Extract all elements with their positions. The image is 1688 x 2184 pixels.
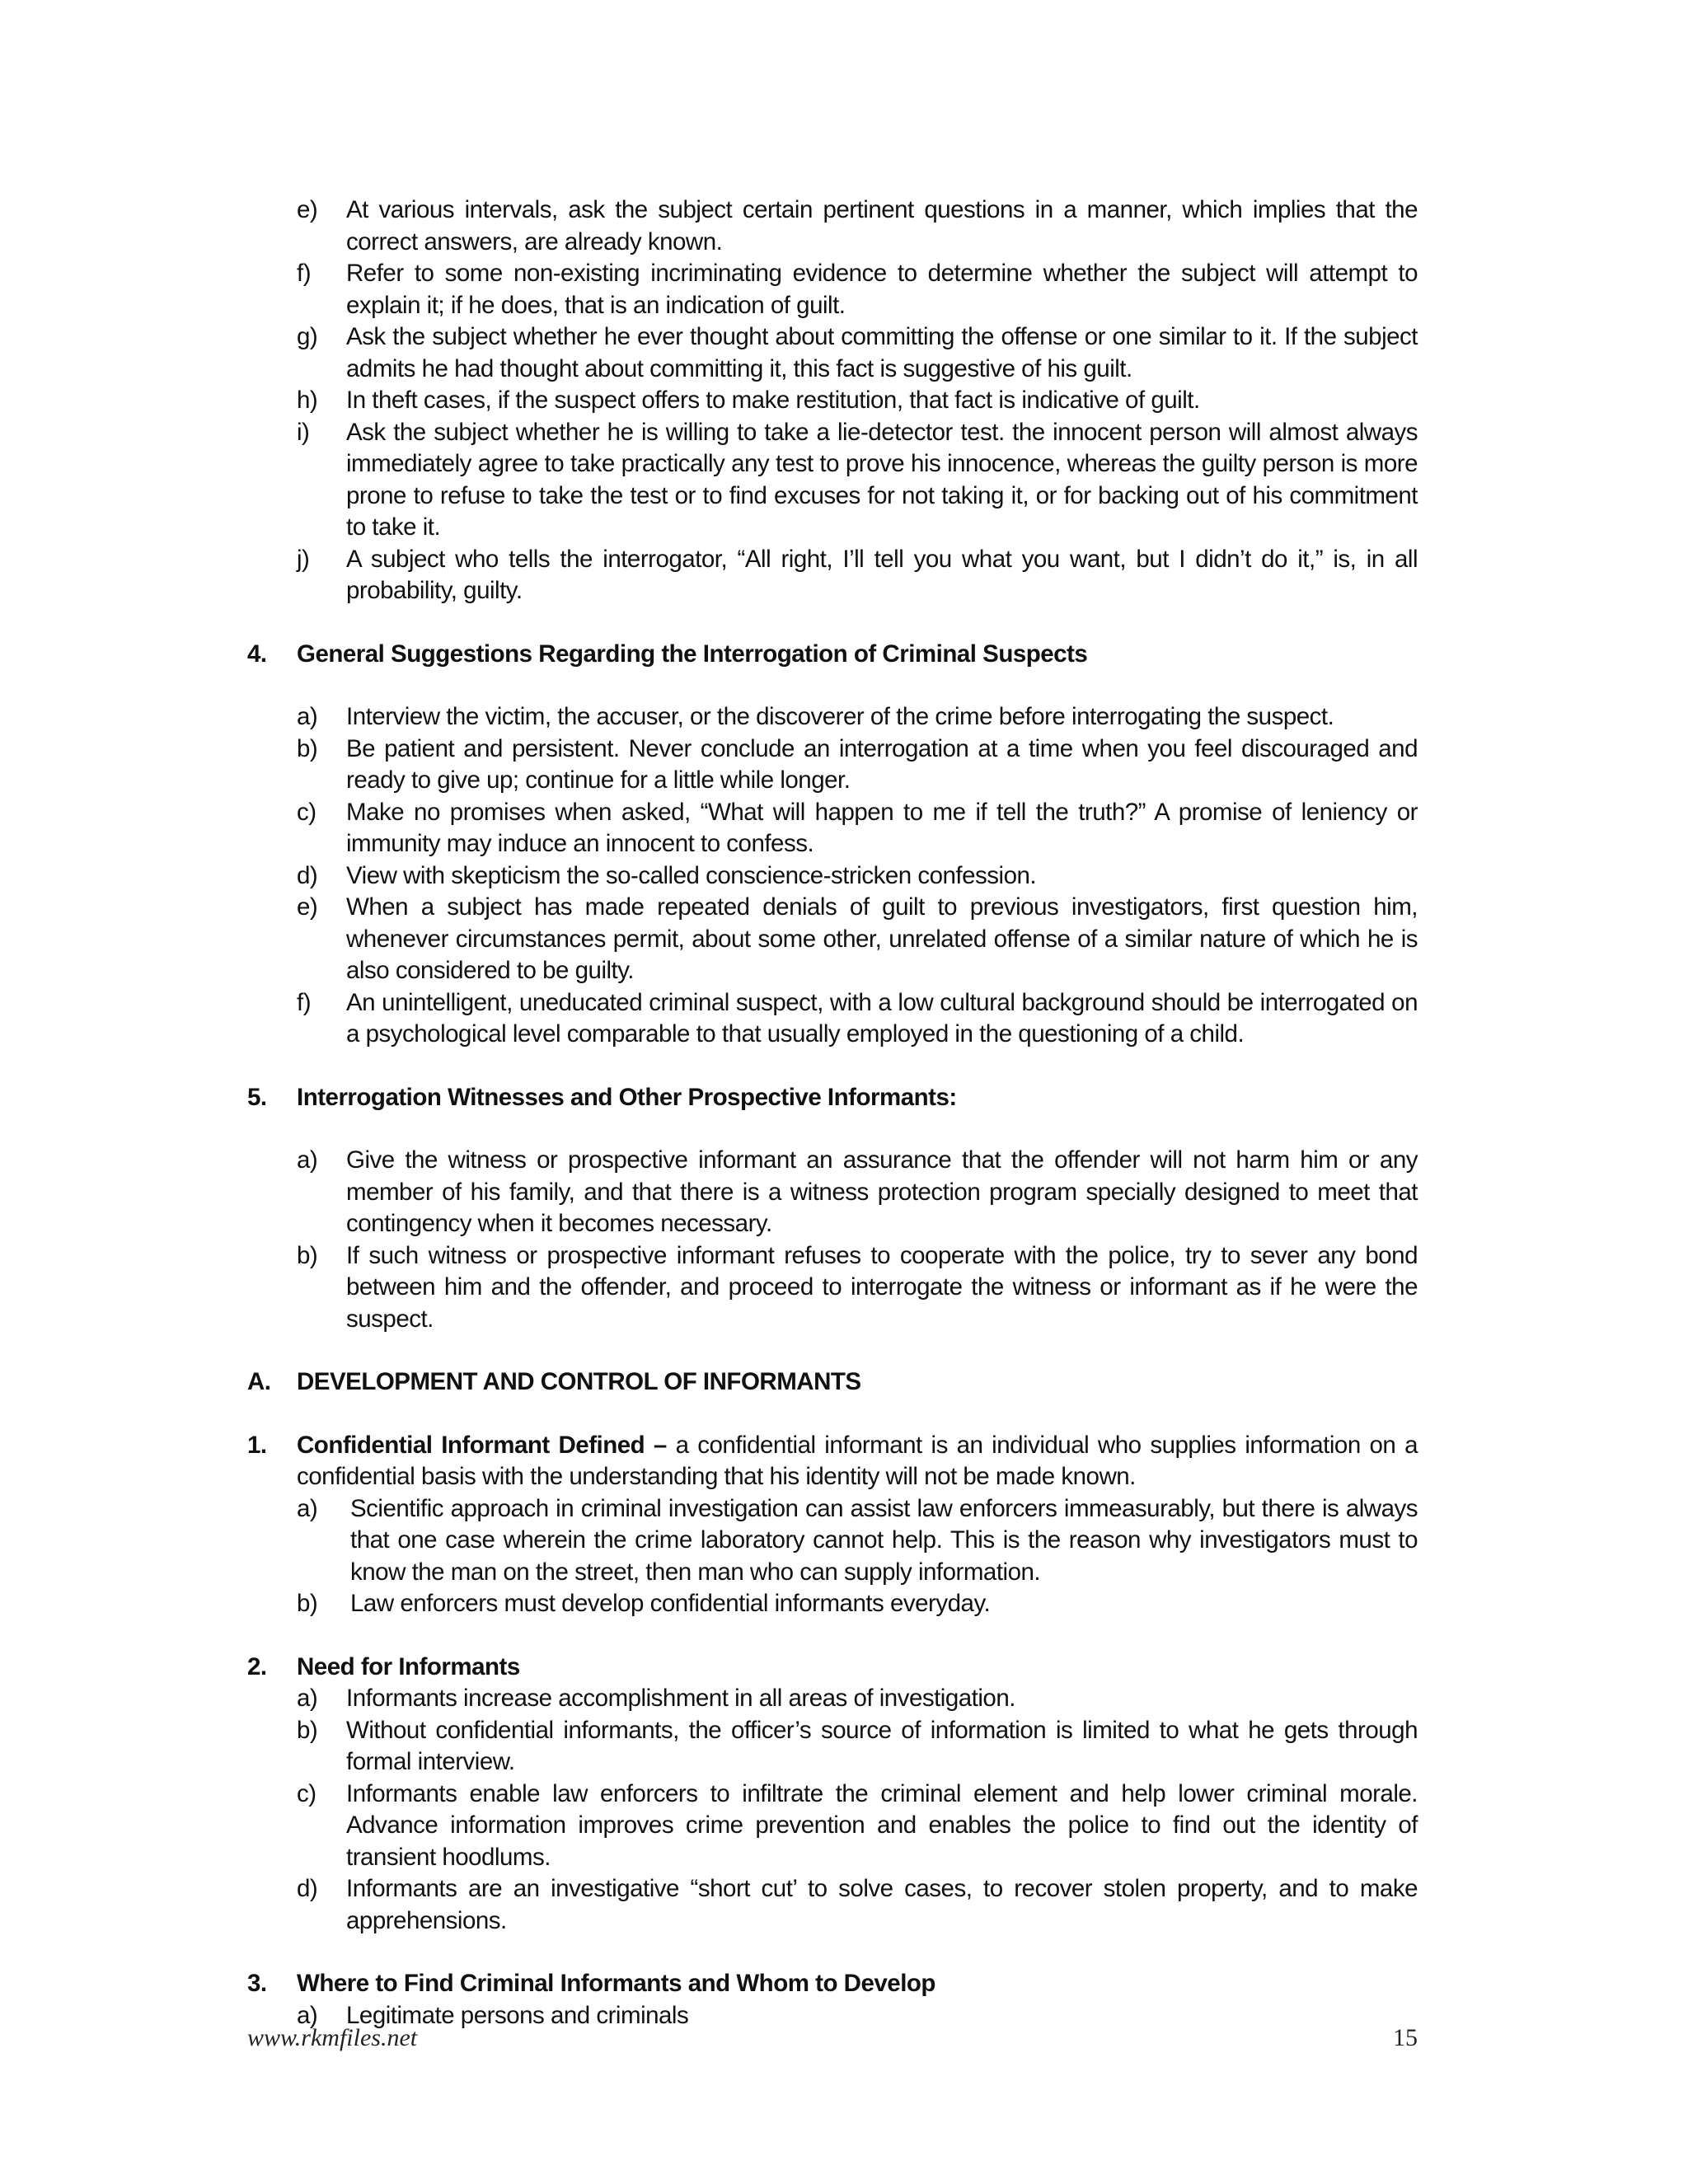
list-marker: b)	[297, 1590, 318, 1617]
subsection-2-list	[247, 1683, 1418, 1937]
list-text: In theft cases, if the suspect offers to make restitution, that fact is indicative of guilt.	[346, 387, 1200, 414]
subsection-title: Need for Informants	[297, 1652, 520, 1680]
list-marker: b)	[297, 1716, 318, 1744]
list-text: Give the witness or prospective informant an assurance that the offender will not harm him or any member of his family, and that there is a witness protection program specially designed to meet that contingency when it becomes necessary.	[346, 1146, 1418, 1237]
list-item	[297, 1715, 1418, 1779]
subsection-heading	[247, 1652, 1418, 1684]
list-text: Interview the victim, the accuser, or the discoverer of the crime before interrogating the suspect.	[346, 703, 1334, 730]
list-item	[297, 258, 1418, 321]
list-text: Law enforcers must develop confidential informants everyday.	[350, 1590, 991, 1617]
subsection-number: 2.	[247, 1652, 267, 1680]
section-title: General Suggestions Regarding the Interrogation of Criminal Suspects	[297, 640, 1088, 668]
section-number: 5.	[247, 1083, 267, 1111]
list-item	[297, 1873, 1418, 1937]
list-item	[297, 1779, 1418, 1874]
list-item	[297, 1240, 1418, 1336]
list-text: An unintelligent, uneducated criminal suspect, with a low cultural background should be interrogated on a psychological level comparable to that usually employed in the questioning of a child.	[346, 988, 1418, 1047]
page-content	[247, 194, 1418, 2032]
list-item	[297, 2000, 1418, 2032]
subsection-number: 3.	[247, 1970, 267, 1997]
definition-body: a confidential informant is an individual who supplies information on a confidential basis with the understanding that his identity will not be made known.	[297, 1431, 1418, 1490]
subsection-title: Where to Find Criminal Informants and Whom to Develop	[297, 1970, 935, 1997]
section-heading	[247, 1082, 1418, 1114]
list-marker: d)	[297, 861, 318, 889]
list-marker: h)	[297, 387, 318, 414]
list-marker: f)	[297, 260, 312, 287]
list-text: A subject who tells the interrogator, “All right, I’ll tell you what you want, but I didn’t do it,” is, in all probability, guilty.	[346, 545, 1418, 604]
list-marker: b)	[297, 734, 318, 762]
list-text: When a subject has made repeated denials of guilt to previous investigators, first question him, whenever circumstances permit, about some other, unrelated offense of a similar nature of which he is also considered to be guilty.	[346, 893, 1418, 984]
definition-term: Confidential Informant Defined –	[297, 1431, 667, 1459]
list-marker: c)	[297, 798, 316, 826]
list-item	[297, 194, 1418, 258]
list-marker: i)	[297, 418, 310, 446]
section-5-list	[247, 1145, 1418, 1335]
list-text: Make no promises when asked, “What will happen to me if tell the truth?” A promise of leniency or immunity may induce an innocent to confess.	[346, 798, 1418, 857]
list-item	[297, 1683, 1418, 1715]
list-text: Be patient and persistent. Never conclude an interrogation at a time when you feel discouraged and ready to give up; continue for a little while longer.	[346, 734, 1418, 794]
subsection-number: 1.	[247, 1431, 267, 1459]
section-heading	[247, 1366, 1418, 1399]
list-item	[297, 987, 1418, 1051]
list-text: View with skepticism the so-called conscience-stricken confession.	[346, 861, 1037, 889]
list-marker: j)	[297, 545, 310, 573]
list-item	[297, 701, 1418, 733]
section-number: 4.	[247, 640, 267, 668]
footer-website: www.rkmfiles.net	[247, 2024, 418, 2051]
list-item	[297, 1145, 1418, 1240]
subsection-3-list	[247, 2000, 1418, 2032]
section-number: A.	[247, 1368, 271, 1395]
list-top	[247, 194, 1418, 607]
list-item	[297, 860, 1418, 893]
subsection-heading	[247, 1430, 1418, 1493]
list-marker: g)	[297, 323, 318, 350]
subsection-1-list	[247, 1493, 1418, 1620]
list-text: If such witness or prospective informant refuses to cooperate with the police, try to sever any bond between him and the offender, and proceed to interrogate the witness or informant as if he were the suspect.	[346, 1241, 1418, 1333]
subsection-heading	[247, 1968, 1418, 2000]
list-text: Without confidential informants, the officer’s source of information is limited to what he gets through formal interview.	[346, 1716, 1418, 1775]
list-marker: e)	[297, 893, 318, 921]
list-marker: a)	[297, 1146, 318, 1174]
list-marker: a)	[297, 1685, 318, 1712]
section-4-list	[247, 701, 1418, 1051]
list-text: Refer to some non-existing incriminating evidence to determine whether the subject will attempt to explain it; if he does, that is an indication of guilt.	[346, 260, 1418, 319]
list-text: Ask the subject whether he is willing to take a lie-detector test. the innocent person will almost always immediately agree to take practically any test to prove his innocence, whereas the guilty person is more prone to refuse to take the test or to find excuses for not taking it, or for backing out of his commitment to take it.	[346, 418, 1418, 541]
list-marker: f)	[297, 988, 312, 1016]
list-text: Legitimate persons and criminals	[346, 2001, 689, 2029]
section-title: DEVELOPMENT AND CONTROL OF INFORMANTS	[297, 1368, 861, 1395]
list-text: Informants increase accomplishment in all areas of investigation.	[346, 1685, 1015, 1712]
subsection-definition	[297, 1430, 1418, 1493]
list-text: Scientific approach in criminal investigation can assist law enforcers immeasurably, but there is always that one case wherein the crime laboratory cannot help. This is the reason why investigators must to know the man on the street, then man who can supply information.	[350, 1494, 1418, 1586]
list-item	[297, 544, 1418, 607]
list-marker: b)	[297, 1241, 318, 1269]
list-marker: a)	[297, 2001, 318, 2029]
list-item	[297, 1588, 1418, 1620]
list-item	[297, 733, 1418, 797]
list-text: Informants are an investigative “short cut’ to solve cases, to recover stolen property, and to make apprehensions.	[346, 1875, 1418, 1934]
list-item	[297, 385, 1418, 417]
list-item	[297, 797, 1418, 860]
list-marker: e)	[297, 196, 318, 223]
page-number: 15	[1393, 2024, 1418, 2051]
section-title: Interrogation Witnesses and Other Prospective Informants:	[297, 1083, 957, 1111]
list-text: Ask the subject whether he ever thought about committing the offense or one similar to it. If the subject admits he had thought about committing it, this fact is suggestive of his guilt.	[346, 323, 1418, 382]
list-marker: a)	[297, 703, 318, 730]
section-heading	[247, 639, 1418, 671]
list-marker: d)	[297, 1875, 318, 1902]
list-item	[297, 1493, 1418, 1589]
list-marker: c)	[297, 1779, 316, 1807]
list-item	[297, 892, 1418, 987]
list-item	[297, 417, 1418, 544]
list-item	[297, 321, 1418, 385]
list-text: At various intervals, ask the subject certain pertinent questions in a manner, which implies that the correct answers, are already known.	[346, 196, 1418, 255]
list-marker: a)	[297, 1494, 318, 1522]
list-text: Informants enable law enforcers to infiltrate the criminal element and help lower criminal morale. Advance information improves crime prevention and enables the police to find out the identity of transient hoodlums.	[346, 1779, 1418, 1871]
